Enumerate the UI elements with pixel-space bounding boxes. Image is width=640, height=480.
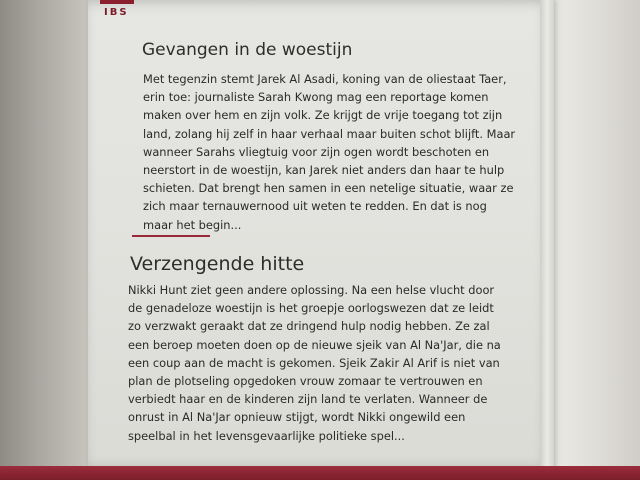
logo-bar — [100, 0, 134, 4]
text-line: Met tegenzin stemt Jarek Al Asadi, koning van de oliestaat Taer, — [143, 72, 507, 86]
text-line: verbiedt haar en de kinderen zijn land te verlaten. Wanneer de — [128, 392, 488, 407]
text-line: een beroep moeten doen op de nieuwe sjeik van Al Na'Jar, die na — [128, 337, 501, 352]
text-line: onrust in Al Na'Jar opnieuw stijgt, wordt Nikki ongewild een — [128, 410, 466, 425]
text-line: de genadeloze woestijn is het groepje oorlogswezen dat ze leidt — [128, 301, 494, 316]
cover-edge — [0, 466, 640, 480]
text-line: schieten. Dat brengt hen samen in een netelige situatie, waar ze — [143, 181, 514, 196]
background-surface — [540, 0, 640, 480]
text-line: Nikki Hunt ziet geen andere oplossing. Na een helse vlucht door — [128, 283, 495, 297]
story1-title: Gevangen in de woestijn — [142, 40, 353, 60]
publisher-logo: IBS — [104, 7, 129, 18]
text-line: een coup aan de macht is gekomen. Sjeik Zakir Al Arif is niet van — [128, 355, 500, 370]
text-line: plan de plotseling opgedoken vrouw zomaar te vertrouwen en — [128, 374, 483, 389]
text-line: neerstort in de woestijn, kan Jarek niet anders dan haar te hulp — [143, 163, 505, 178]
story1-text — [143, 70, 523, 234]
story2-text — [128, 281, 530, 445]
page-edge — [540, 0, 554, 470]
text-line: zich maar ternauwernood uit weten te redden. En dat is nog — [143, 199, 487, 214]
text-line: maar het begin... — [143, 217, 242, 232]
text-line: land, zolang hij zelf in haar verhaal maar buiten schot blijft. Maar — [143, 126, 516, 141]
text-line: speelbal in het levensgevaarlijke politieke spel... — [128, 428, 405, 443]
story2-title: Verzengende hitte — [130, 253, 305, 275]
section-divider — [132, 235, 210, 237]
text-line: maken over hem en zijn volk. Ze krijgt de vrije toegang tot zijn — [143, 108, 503, 123]
text-line: zo verzwakt geraakt dat ze dringend hulp nodig hebben. Ze zal — [128, 319, 490, 334]
text-line: wanneer Sarahs vliegtuig voor zijn ogen wordt beschoten en — [143, 144, 490, 159]
text-line: erin toe: journaliste Sarah Kwong mag een reportage komen — [143, 90, 489, 105]
